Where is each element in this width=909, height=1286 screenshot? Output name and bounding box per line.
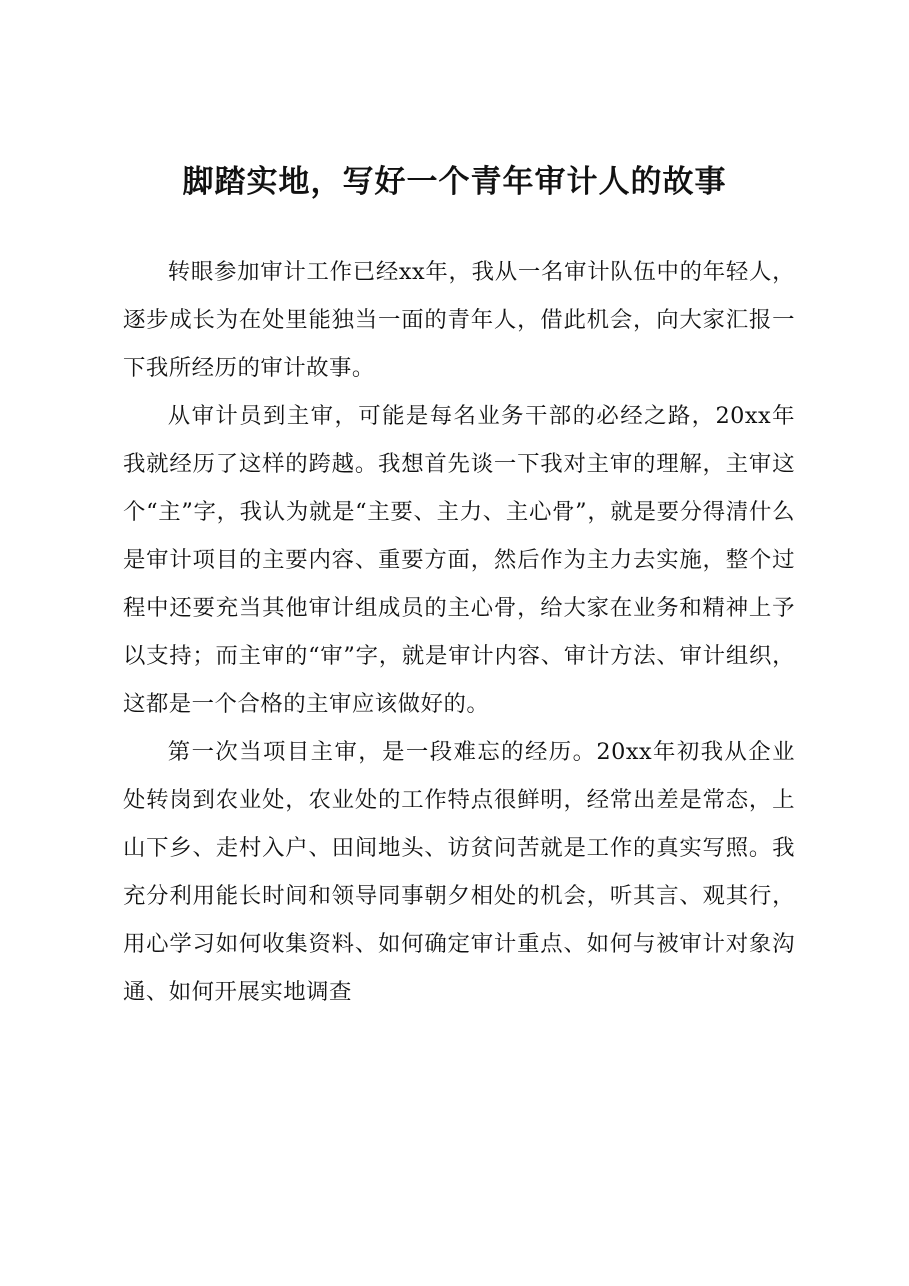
document-title: 脚踏实地，写好一个青年审计人的故事 xyxy=(182,164,727,200)
paragraph-2: 从审计员到主审，可能是每名业务干部的必经之路，20xx年我就经历了这样的跨越。我想首先谈一下我对主审的理解，主审这个“主”字，我认为就是“主要、主力、主心骨”，就是要分得清什么是审计项目的主要内容、重要方面，然后作为主力去实施，整个过程中还要充当其他审计组成员的主心骨，给大家在业务和精神上予以支持；而主审的“审”字，就是审计内容、审计方法、审计组织，这都是一个合格的主审应该做好的。 xyxy=(123,403,795,717)
document-body xyxy=(123,248,795,1016)
paragraph-1: 转眼参加审计工作已经xx年，我从一名审计队伍中的年轻人，逐步成长为在处里能独当一面的青年人，借此机会，向大家汇报一下我所经历的审计故事。 xyxy=(123,259,795,381)
paragraph-3: 第一次当项目主审，是一段难忘的经历。20xx年初我从企业处转岗到农业处，农业处的工作特点很鲜明，经常出差是常态，上山下乡、走村入户、田间地头、访贫问苦就是工作的真实写照。我充分利用能长时间和领导同事朝夕相处的机会，听其言、观其行，用心学习如何收集资料、如何确定审计重点、如何与被审计对象沟通、如何开展实地调查 xyxy=(123,739,795,1005)
